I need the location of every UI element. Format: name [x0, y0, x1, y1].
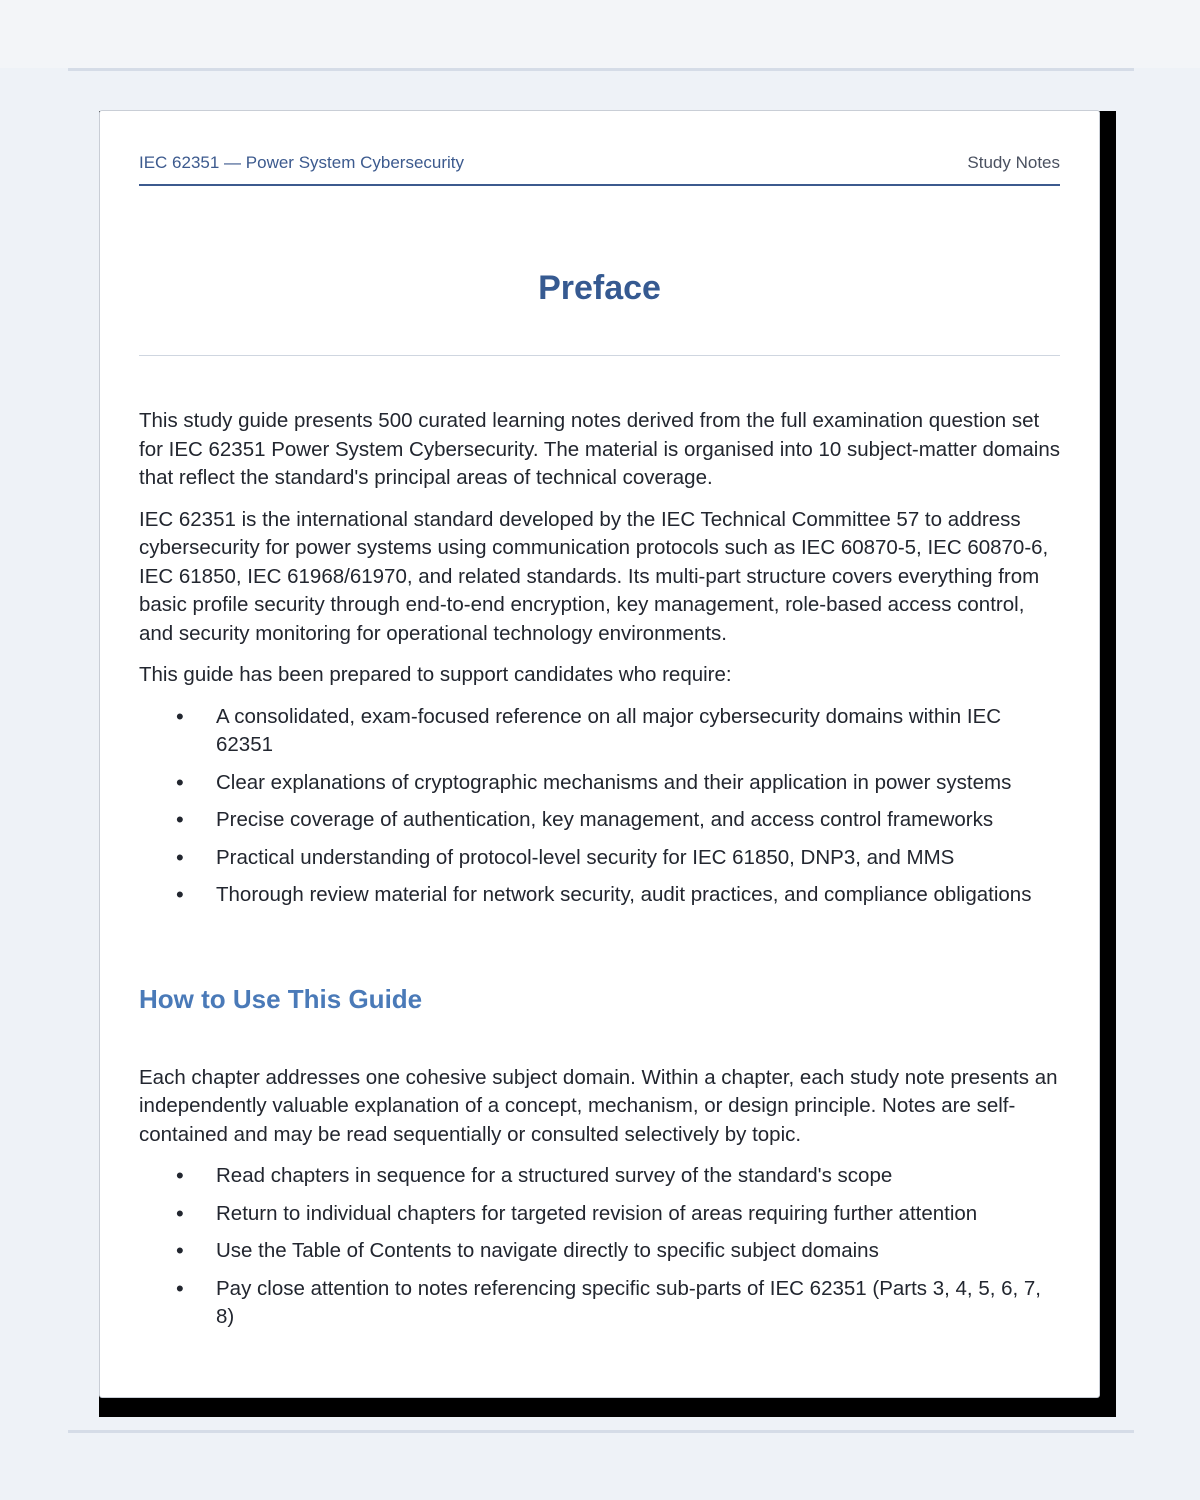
document-page: [99, 110, 1100, 1398]
intro-paragraph-2: IEC 62351 is the international standard developed by the IEC Technical Committee 57 to address cybersecurity for power systems using communication protocols such as IEC 60870-5, IEC 60870-6, IEC 61850, IEC 61968/61970, and related standards. Its multi-part structure covers everything from basic profile security through end-to-end encryption, key management, role-based access control, and security monitoring for operational technology environments.: [139, 507, 1049, 645]
page-content: [139, 407, 1060, 1341]
how-to-use-list: [139, 1162, 1060, 1332]
list-item: • A consolidated, exam-focused reference on all major cybersecurity domains within IEC 62351: [216, 703, 1060, 760]
requirements-list: [139, 703, 1060, 910]
list-item: • Clear explanations of cryptographic mechanisms and their application in power systems: [216, 769, 1060, 798]
intro-paragraph-1: This study guide presents 500 curated learning notes derived from the full examination question set for IEC 62351 Power System Cybersecurity. The material is organised into 10 subject-matter domains that reflect the standard's principal areas of technical coverage.: [139, 409, 1061, 489]
list-item: • Thorough review material for network security, audit practices, and compliance obligations: [216, 881, 1060, 910]
list-item: • Pay close attention to notes referencing specific sub-parts of IEC 62351 (Parts 3, 4, 5, 6, 7, 8): [216, 1275, 1060, 1332]
how-to-use-paragraph: Each chapter addresses one cohesive subject domain. Within a chapter, each study note presents an independently valuable explanation of a concept, mechanism, or design principle. Notes are self-contained and may be read sequentially or consulted selectively by topic.: [139, 1065, 1058, 1146]
page-title: Preface: [538, 269, 661, 307]
bottom-divider: [68, 1430, 1134, 1433]
running-header-label: Study Notes: [967, 153, 1060, 172]
list-item: • Precise coverage of authentication, key management, and access control frameworks: [216, 806, 1060, 835]
intro-paragraph-3: This guide has been prepared to support candidates who require:: [139, 663, 732, 686]
list-item: • Practical understanding of protocol-level security for IEC 61850, DNP3, and MMS: [216, 844, 1060, 873]
section-heading: How to Use This Guide: [139, 983, 423, 1014]
running-header: [139, 151, 1060, 186]
title-divider: [139, 355, 1060, 356]
top-divider: [68, 68, 1134, 71]
list-item: • Use the Table of Contents to navigate directly to specific subject domains: [216, 1237, 1060, 1266]
list-item: • Return to individual chapters for targeted revision of areas requiring further attention: [216, 1200, 1060, 1229]
list-item: • Read chapters in sequence for a structured survey of the standard's scope: [216, 1162, 1060, 1191]
top-band: [0, 0, 1200, 68]
running-header-title: IEC 62351 — Power System Cybersecurity: [139, 153, 465, 172]
